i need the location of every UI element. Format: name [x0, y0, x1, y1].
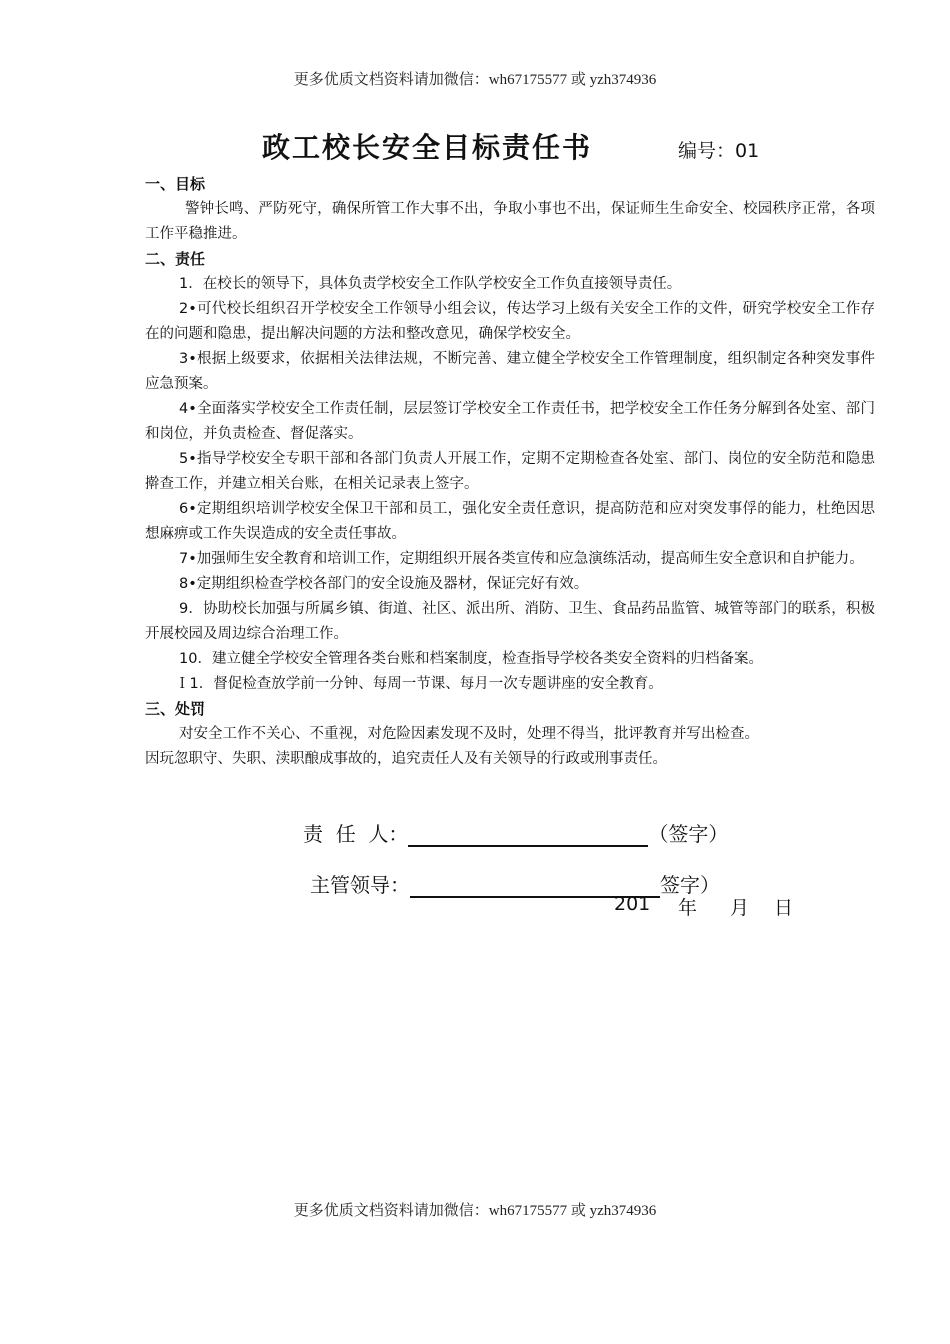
penalty-line: 因玩忽职守、失职、渎职酿成事故的，追究责任人及有关领导的行政或刑事责任。 [145, 751, 667, 767]
date-month-unit: 月 [730, 897, 750, 919]
date-day-unit: 日 [774, 897, 794, 919]
footer-note: 更多优质文档资料请加微信：wh67175577 或 yzh374936 [293, 1203, 657, 1219]
goal-paragraph: 警钟长鸣、严防死守，确保所管工作大事不出，争取小事也不出，保证师生生命安全、校园秩序正常，各项工作平稳推进。 [145, 201, 875, 242]
responsible-signature-line[interactable] [408, 821, 648, 847]
supervisor-sign-suffix: 签字） [660, 873, 720, 897]
section-heading-penalty: 三、处罚 [145, 700, 206, 718]
section-heading-goal: 一、目标 [145, 175, 206, 193]
date-year-unit: 年 [678, 897, 698, 919]
responsibility-item: 4•全面落实学校安全工作责任制，层层签订学校安全工作责任书，把学校安全工作任务分解到各处室、部门和岗位，并负责检查、督促落实。 [145, 401, 875, 442]
document-title: 政工校长安全目标责任书 [262, 131, 593, 164]
responsible-label: 责 任 人： [303, 822, 409, 846]
responsibility-item: 9．协助校长加强与所属乡镇、街道、社区、派出所、消防、卫生、食品药品监管、城管等部门的联系，积极开展校园及周边综合治理工作。 [145, 601, 875, 642]
responsible-sign-suffix: （签字） [648, 822, 729, 846]
penalty-line: 对安全工作不关心、不重视，对危险因素发现不及时，处理不得当，批评教育并写出检查。 [179, 726, 759, 742]
document-body [145, 172, 875, 772]
responsibility-item: 3•根据上级要求，依据相关法律法规，不断完善、建立健全学校安全工作管理制度，组织制定各种突发事件应急预案。 [145, 351, 875, 392]
responsibility-item: 10．建立健全学校安全管理各类台账和档案制度，检查指导学校各类安全资料的归档备案。 [179, 651, 763, 667]
date-year: 201 [614, 893, 651, 915]
document-number: 编号：01 [678, 140, 760, 162]
responsibility-item: 2•可代校长组织召开学校安全工作领导小组会议，传达学习上级有关安全工作的文件，研究学校安全工作存在的问题和隐患，提出解决问题的方法和整改意见，确保学校安全。 [145, 301, 875, 342]
responsible-signature-row [303, 818, 728, 847]
responsibility-item: 8•定期组织检查学校各部门的安全设施及器材，保证完好有效。 [179, 576, 589, 592]
responsibility-item: Ｉ1．督促检查放学前一分钟、每周一节课、每月一次专题讲座的安全教育。 [175, 676, 663, 692]
section-heading-responsibility: 二、责任 [145, 250, 206, 268]
responsibility-item: 5•指导学校安全专职干部和各部门负责人开展工作，定期不定期检查各处室、部门、岗位的安全防范和隐患擀查工作，并建立相关台账，在相关记录表上签字。 [145, 451, 875, 492]
supervisor-label: 主管领导： [310, 873, 410, 897]
responsibility-item: 6•定期组织培训学校安全保卫干部和员工，强化安全责任意识，提高防范和应对突发事俘的能力，杜绝因思想麻痹或工作失误造成的安全责任事故。 [145, 501, 875, 542]
title-row [0, 126, 950, 170]
responsibility-item: 7•加强师生安全教育和培训工作，定期组织开展各类宣传和应急演练活动，提高师生安全意识和自护能力。 [179, 551, 864, 567]
responsibility-item: 1．在校长的领导下，具体负责学校安全工作队学校安全工作负直接领导责任。 [179, 276, 682, 292]
header-note: 更多优质文档资料请加微信：wh67175577 或 yzh374936 [293, 72, 657, 88]
supervisor-signature-row [310, 869, 720, 898]
